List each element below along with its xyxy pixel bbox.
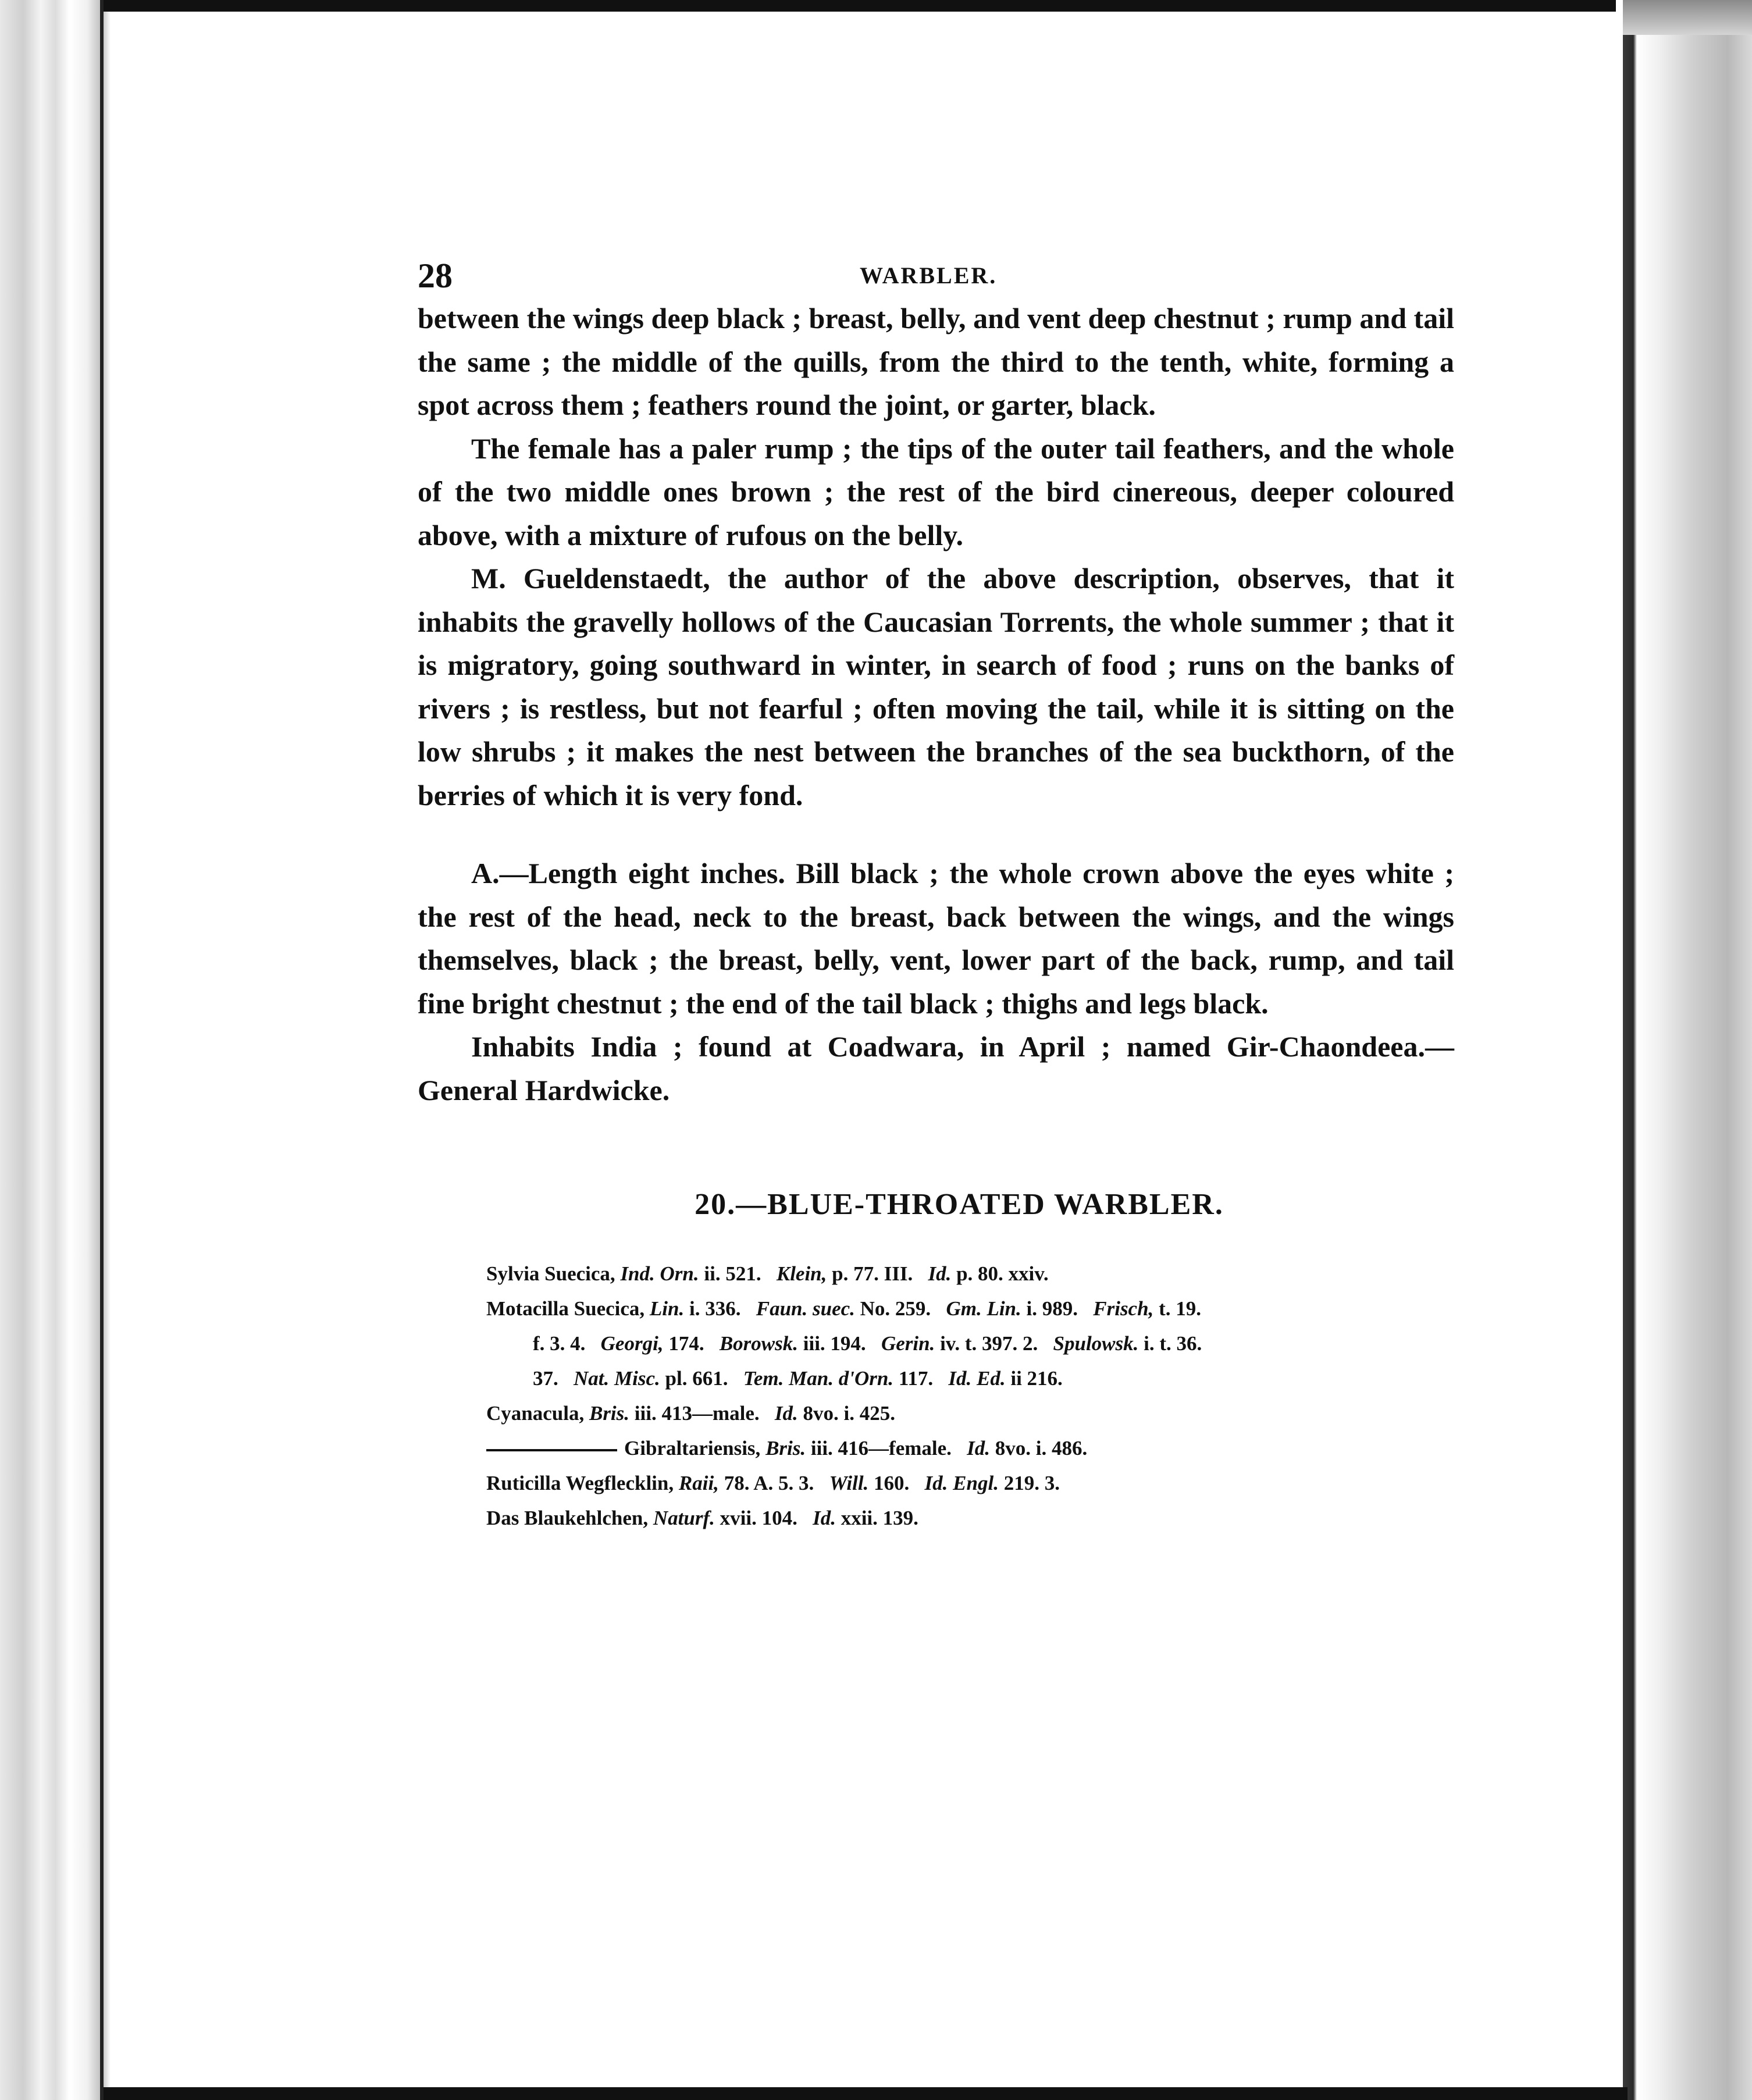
citation-source: Faun. suec. [756, 1297, 855, 1320]
synonymy-line [486, 1291, 1454, 1326]
citation-text: No. 259. [854, 1297, 946, 1320]
citation-text: 78. A. 5. 3. [718, 1472, 829, 1494]
citation-text: 117. [893, 1367, 949, 1390]
running-title: WARBLER. [860, 262, 998, 289]
citation-text: Das Blaukehlchen, [486, 1507, 653, 1529]
citation-source: Gerin. [881, 1332, 935, 1355]
scan-right-edge [1623, 0, 1752, 2100]
paragraph-variety-a: A.—Length eight inches. Bill black ; the whole crown above the eyes white ; the rest of the head, neck to the breast, back between the wings, and the wings themselves, black ; the breast, belly, vent, lower part of the back, rump, and tail fine bright chestnut ; the end of the tail black ; thighs and legs black. [418, 857, 1454, 1020]
running-head [418, 244, 1454, 297]
citation-source: Will. [829, 1472, 869, 1494]
citation-source: Gm. Lin. [946, 1297, 1021, 1320]
body-text [418, 297, 1454, 1112]
citation-text: p. 80. xxiv. [951, 1262, 1049, 1285]
citation-source: Naturf. [653, 1507, 715, 1529]
section-heading: 20.—BLUE-THROATED WARBLER. [695, 1188, 1224, 1221]
synonymy-line [486, 1257, 1454, 1291]
scan-right-corner [1623, 0, 1752, 35]
paragraph-female: The female has a paler rump ; the tips of the outer tail feathers, and the whole of the two middle ones brown ; the rest of the bird cinereous, deeper coloured above, with a mixture of rufous on the belly. [418, 432, 1454, 551]
ditto-rule [486, 1449, 617, 1451]
citation-source: Borowsk. [719, 1332, 798, 1355]
citation-source: Id. [967, 1437, 991, 1460]
citation-text: iv. t. 397. 2. [935, 1332, 1053, 1355]
citation-source: Bris. [589, 1402, 630, 1425]
book-page [418, 244, 1454, 1978]
citation-source: Klein, [776, 1262, 827, 1285]
citation-text: Gibraltariensis, [624, 1437, 766, 1460]
citation-text: i. t. 36. [1138, 1332, 1202, 1355]
paragraph-gueldenstaedt: M. Gueldenstaedt, the author of the above description, observes, that it inhabits the gravelly hollows of the Caucasian Torrents, the whole summer ; that it is migratory, going southward in winter, in search of food ; runs on the banks of rivers ; is restless, but not fearful ; often moving the tail, while it is sitting on the low shrubs ; it makes the nest between the branches of the sea buckthorn, of the berries of which it is very fond. [418, 562, 1454, 811]
citation-text: Ruticilla Wegflecklin, [486, 1472, 679, 1494]
citation-text: p. 77. III. [827, 1262, 928, 1285]
citation-source: Ind. Orn. [620, 1262, 699, 1285]
paragraph-continued: between the wings deep black ; breast, belly, and vent deep chestnut ; rump and tail the same ; the middle of the quills, from the third to the tenth, white, forming a spot across them ; feathers round the joint, or garter, black. [418, 302, 1454, 421]
citation-text: t. 19. [1153, 1297, 1201, 1320]
scan-left-border [100, 0, 104, 2100]
citation-source: Id. [774, 1402, 798, 1425]
citation-text: ii. 521. [699, 1262, 777, 1285]
citation-text: iii. 413—male. [629, 1402, 775, 1425]
citation-text: pl. 661. [660, 1367, 743, 1390]
synonymy-list [418, 1257, 1454, 1536]
citation-text: Cyanacula, [486, 1402, 589, 1425]
scan-left-edge [0, 0, 111, 2100]
citation-text: xxii. 139. [835, 1507, 918, 1529]
citation-text: Sylvia Suecica, [486, 1262, 621, 1285]
citation-source: Raii, [678, 1472, 719, 1494]
synonymy-line [486, 1431, 1454, 1466]
citation-text: 219. 3. [998, 1472, 1060, 1494]
citation-source: Id. [813, 1507, 836, 1529]
paragraph-gap [418, 817, 1454, 852]
citation-source: Tem. Man. d'Orn. [743, 1367, 894, 1390]
citation-source: Georgi, [600, 1332, 664, 1355]
citation-text: 174. [663, 1332, 720, 1355]
citation-text: 8vo. i. 425. [797, 1402, 895, 1425]
citation-source: Frisch, [1093, 1297, 1154, 1320]
citation-text: 37. [533, 1367, 574, 1390]
page-number: 28 [418, 257, 453, 295]
synonymy-line [486, 1326, 1454, 1361]
citation-text: 8vo. i. 486. [990, 1437, 1088, 1460]
paragraph-habitat: Inhabits India ; found at Coadwara, in April ; named Gir-Chaondeea.—General Hardwicke. [418, 1030, 1454, 1106]
synonymy-line [486, 1466, 1454, 1501]
citation-source: Id. Engl. [924, 1472, 999, 1494]
scan-top-border [104, 0, 1616, 12]
citation-source: Lin. [649, 1297, 685, 1320]
citation-source: Spulowsk. [1053, 1332, 1139, 1355]
citation-source: Bris. [765, 1437, 806, 1460]
synonymy-line [486, 1396, 1454, 1431]
citation-source: Nat. Misc. [574, 1367, 660, 1390]
citation-text: i. 336. [684, 1297, 756, 1320]
citation-text: 160. [868, 1472, 925, 1494]
citation-source: Id. Ed. [948, 1367, 1006, 1390]
citation-text: Motacilla Suecica, [486, 1297, 650, 1320]
citation-text: f. 3. 4. [533, 1332, 601, 1355]
citation-text: iii. 194. [798, 1332, 881, 1355]
citation-text: i. 989. [1021, 1297, 1094, 1320]
citation-text: iii. 416—female. [806, 1437, 967, 1460]
citation-text: ii 216. [1005, 1367, 1063, 1390]
synonymy-line [486, 1361, 1454, 1396]
citation-source: Id. [928, 1262, 952, 1285]
synonymy-line [486, 1501, 1454, 1536]
citation-text: xvii. 104. [714, 1507, 813, 1529]
scan-bottom-border [104, 2087, 1628, 2100]
